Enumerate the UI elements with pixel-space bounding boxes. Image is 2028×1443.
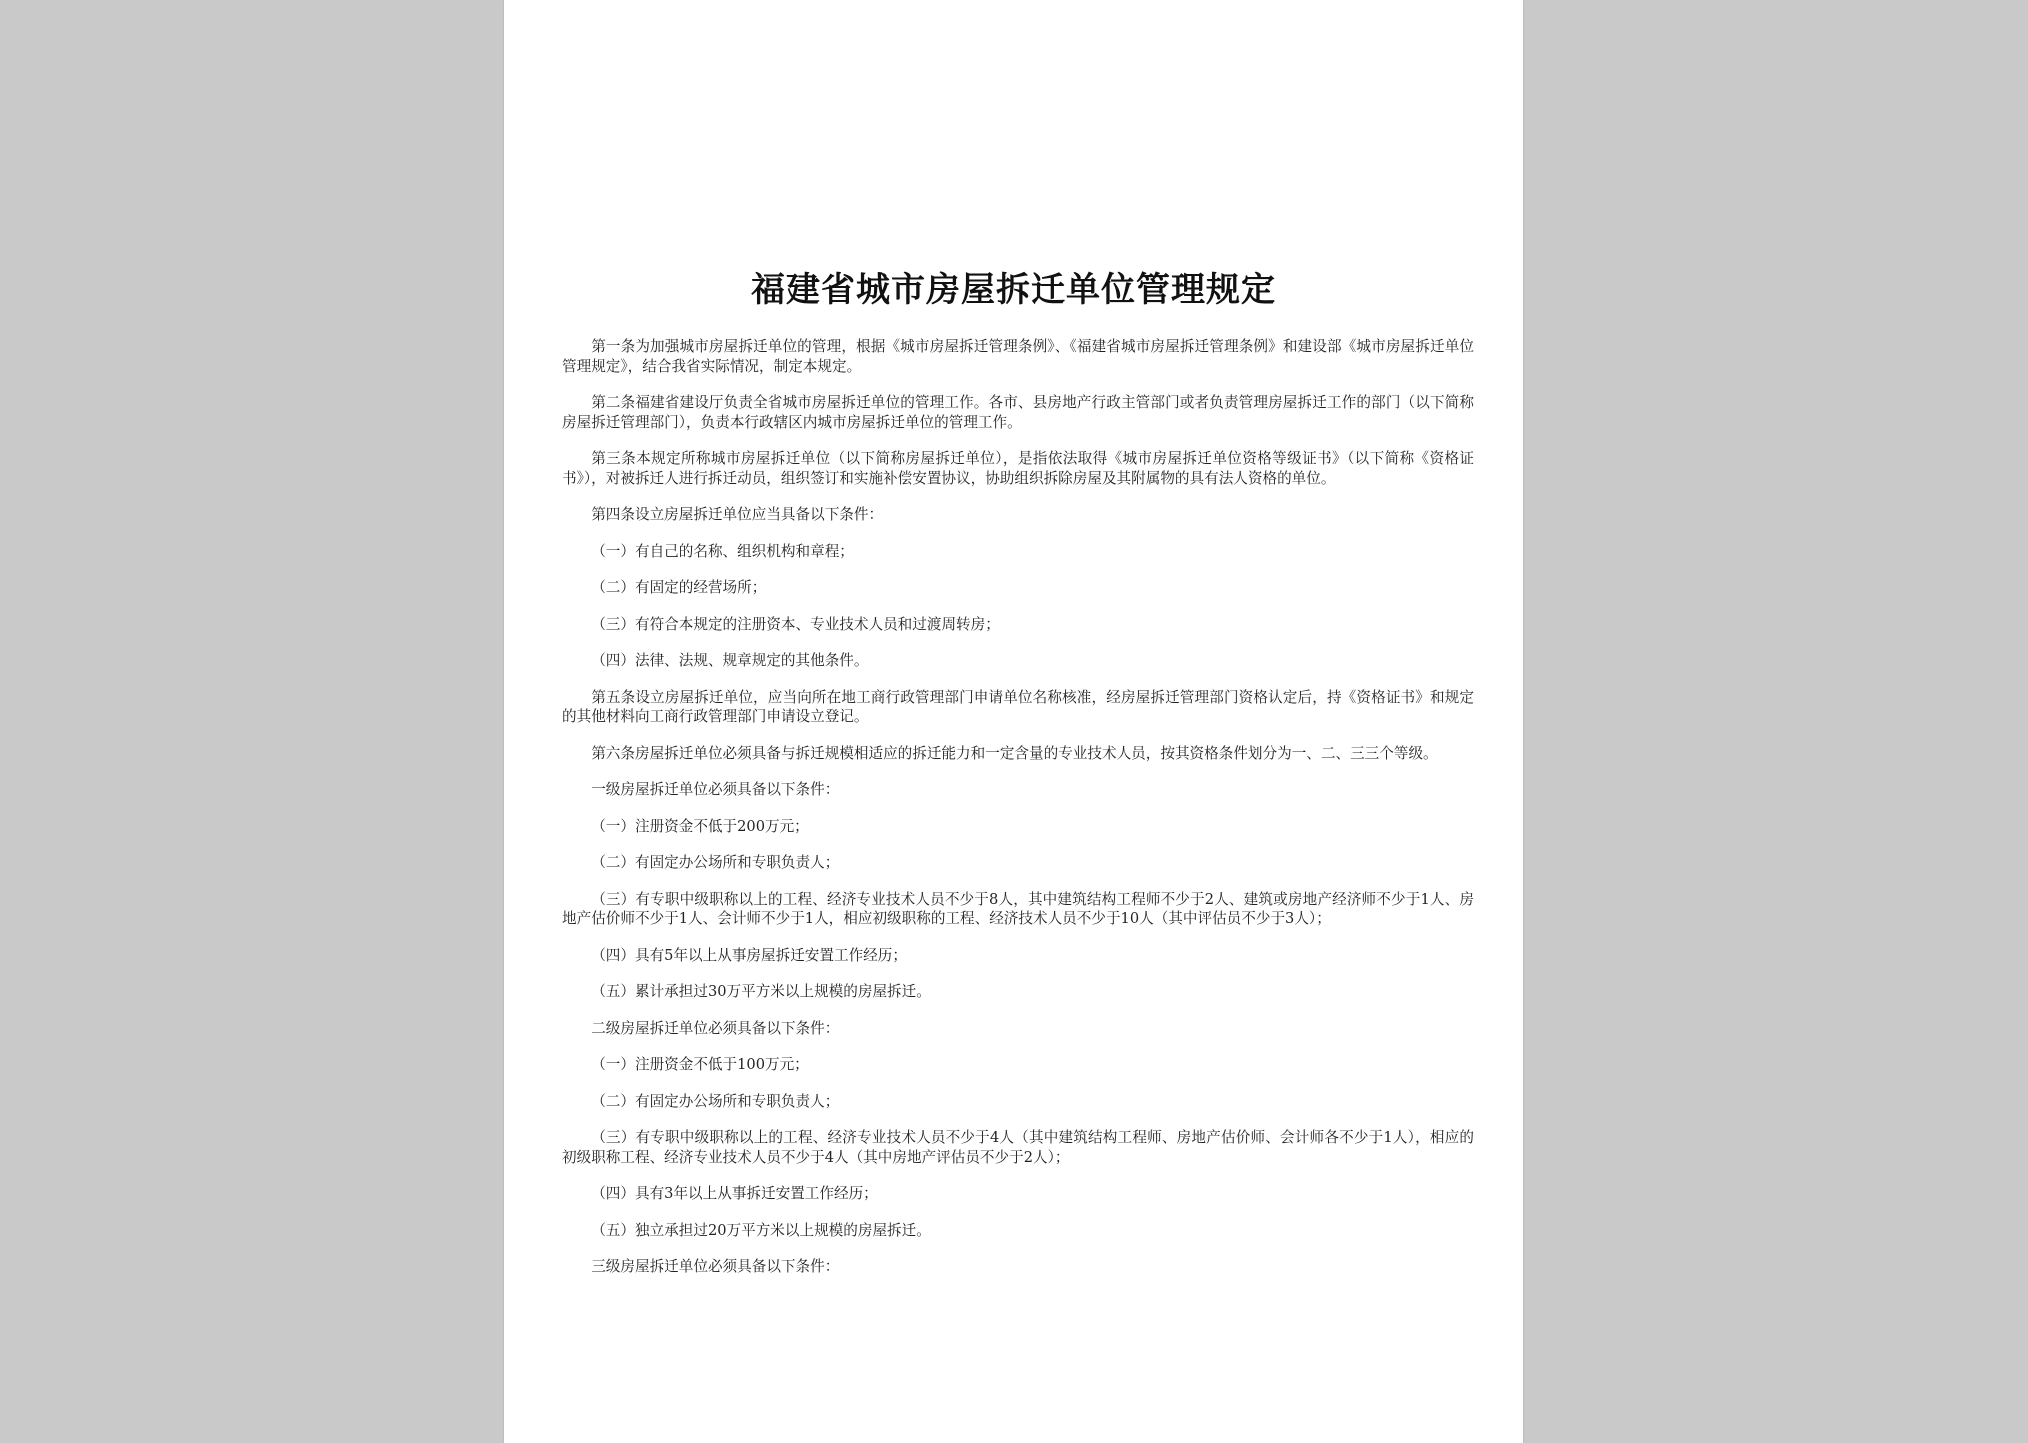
article-4-item-4: （四）法律、法规、规章规定的其他条件。	[591, 652, 869, 669]
grade-1-item-4: （四）具有5年以上从事房屋拆迁安置工作经历；	[591, 946, 907, 964]
article-3: 第三条本规定所称城市房屋拆迁单位（以下简称房屋拆迁单位），是指依法取得《城市房屋拆迁单位资格等级证书》（以下简称《资格证书》），对被拆迁人进行拆迁动员，组织签订和实施补偿安置协议，协助组织拆除房屋及其附属物的具有法人资格的单位。	[562, 450, 1474, 487]
grade-2-item-5: （五）独立承担过20万平方米以上规模的房屋拆迁。	[591, 1221, 931, 1239]
document-body	[562, 337, 1474, 1294]
article-4-item-2: （二）有固定的经营场所；	[591, 579, 767, 596]
grade-2-item-4: （四）具有3年以上从事拆迁安置工作经历；	[591, 1185, 878, 1202]
grade-1-item-5: （五）累计承担过30万平方米以上规模的房屋拆迁。	[591, 983, 931, 1000]
grade-1-heading: 一级房屋拆迁单位必须具备以下条件：	[591, 781, 840, 798]
article-4-item-1: （一）有自己的名称、组织机构和章程；	[591, 542, 854, 560]
grade-3-heading: 三级房屋拆迁单位必须具备以下条件：	[591, 1258, 840, 1275]
article-4: 第四条设立房屋拆迁单位应当具备以下条件：	[591, 506, 884, 523]
document-title: 福建省城市房屋拆迁单位管理规定	[751, 270, 1276, 310]
grade-2-item-3: （三）有专职中级职称以上的工程、经济专业技术人员不少于4人（其中建筑结构工程师、房地产估价师、会计师各不少于1人），相应的初级职称工程、经济专业技术人员不少于4人（其中房地产评估员不少于2人）；	[562, 1129, 1474, 1166]
article-1: 第一条为加强城市房屋拆迁单位的管理，根据《城市房屋拆迁管理条例》、《福建省城市房屋拆迁管理条例》和建设部《城市房屋拆迁单位管理规定》，结合我省实际情况，制定本规定。	[562, 338, 1474, 375]
article-4-item-3: （三）有符合本规定的注册资本、专业技术人员和过渡周转房；	[591, 615, 1000, 633]
grade-1-item-3: （三）有专职中级职称以上的工程、经济专业技术人员不少于8人，其中建筑结构工程师不少于2人、建筑或房地产经济师不少于1人、房地产估价师不少于1人、会计师不少于1人，相应初级职称的工程、经济技术人员不少于10人（其中评估员不少于3人）；	[562, 890, 1474, 927]
article-2: 第二条福建省建设厅负责全省城市房屋拆迁单位的管理工作。各市、县房地产行政主管部门或者负责管理房屋拆迁工作的部门（以下简称房屋拆迁管理部门），负责本行政辖区内城市房屋拆迁单位的管理工作。	[562, 394, 1474, 431]
grade-1-item-1: （一）注册资金不低于200万元；	[591, 817, 809, 835]
grade-1-item-2: （二）有固定办公场所和专职负责人；	[591, 854, 840, 871]
grade-2-heading: 二级房屋拆迁单位必须具备以下条件：	[591, 1019, 840, 1037]
article-6: 第六条房屋拆迁单位必须具备与拆迁规模相适应的拆迁能力和一定含量的专业技术人员，按其资格条件划分为一、二、三三个等级。	[591, 744, 1438, 762]
grade-2-item-2: （二）有固定办公场所和专职负责人；	[591, 1092, 840, 1110]
grade-2-item-1: （一）注册资金不低于100万元；	[591, 1056, 809, 1073]
document-page	[504, 0, 1523, 1443]
article-5: 第五条设立房屋拆迁单位，应当向所在地工商行政管理部门申请单位名称核准，经房屋拆迁管理部门资格认定后，持《资格证书》和规定的其他材料向工商行政管理部门申请设立登记。	[562, 688, 1474, 725]
